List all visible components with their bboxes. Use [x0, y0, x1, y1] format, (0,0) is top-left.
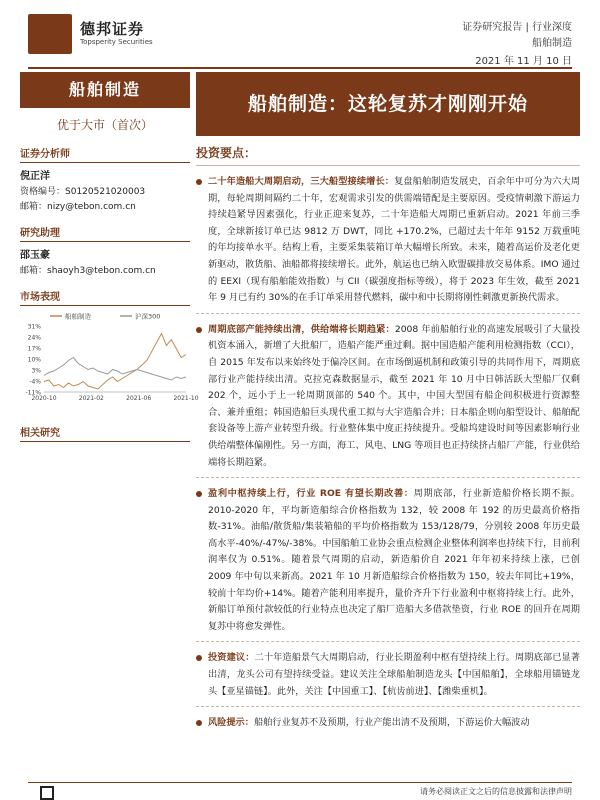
x-tick-label: 2021-02 [78, 395, 104, 402]
report-date: 2021 年 11 月 10 日 [475, 56, 572, 67]
divider [196, 313, 580, 314]
analyst-cert: 资格编号：S0120521020003 [20, 187, 146, 197]
y-tick-label: 10% [27, 356, 41, 364]
y-tick-label: -4% [29, 378, 41, 386]
market-chart-svg [20, 310, 199, 410]
qr-code-icon [40, 786, 54, 800]
assistant-name: 邵玉豪 [20, 250, 50, 261]
analyst-name: 倪正洋 [20, 171, 50, 182]
series-line [44, 358, 186, 381]
bullet-cycle [196, 174, 580, 307]
report-type: 证券研究报告 | 行业深度 [462, 22, 572, 33]
divider [196, 706, 580, 707]
report-meta [462, 20, 572, 52]
market-chart [20, 310, 199, 410]
series-line [44, 334, 186, 390]
analyst-heading: 证券分析师 [20, 145, 190, 163]
bullet-profit [196, 486, 580, 635]
y-tick-label: 31% [27, 323, 41, 331]
assistant-heading: 研究助理 [20, 224, 190, 242]
divider [196, 477, 580, 478]
market-heading: 市场表现 [20, 288, 190, 306]
bullet-risk [196, 715, 580, 732]
legend-label: 船舶制造 [65, 312, 91, 321]
footer-divider [28, 782, 572, 783]
bullet-body: 二十年造船景气大周期启动，行业长期盈利中枢有望持续上行。周期底部已显著出清，龙头公司有望持续受益。建议关注全球船舶制造龙头【中国船舶】，全球船用锚链龙头【亚星锚链】。此外，关注【中国重工】、【杭齿前进】、【潍柴重机】。 [208, 652, 580, 697]
report-sector: 船舶制造 [532, 38, 572, 49]
y-tick-label: 3% [31, 367, 41, 375]
bullet-head: 盈利中枢持续上行，行业 ROE 有望长期改善： [208, 488, 414, 500]
y-tick-label: 24% [27, 334, 41, 342]
bullet-head: 周期底部产能持续出清，供给端将长期趋紧： [208, 323, 395, 335]
x-tick-label: 2020-10 [31, 395, 57, 402]
x-tick-label: 2021-06 [126, 395, 152, 402]
brand-name-en: Topsperity Securities [80, 38, 153, 46]
key-points-heading: 投资要点： [196, 144, 580, 166]
assistant-email[interactable]: 邮箱：shaoyh3@tebon.com.cn [20, 266, 156, 276]
bullet-head: 风险提示： [208, 717, 254, 729]
brand-logo [28, 14, 188, 54]
industry-label: 船舶制造 [20, 72, 190, 108]
related-heading: 相关研究 [20, 424, 190, 442]
bullet-advice [196, 650, 580, 700]
bullet-body: 周期底部，行业新造船价格长期不振。2010-2020 年，平均新造船综合价格指数为 132，较 2008 年 192 的历史最高价格指数-31%。油船/散货船/集装箱船的平均价格指数为 153/128/79，分别较 2008 年历史最高水平-40%/-47%/-38%。中国船舶工业协会重点检测企业整体利润率也持续下行，目前利润率仅为 0.51%。随着景气周期的启动，新造船价自 2021 年年初来持续上涨，已创 2009 年中旬以来新高。2021 年 10 月新造船综合价格指数为 150，较去年同比+19%，较前十年均价+14%。随着产能利用率提升，量价齐升下行业盈利中枢将持续上行。此外，新船订单预付款较低的行业特点也决定了船厂造船大多借款垫资，行业 ROE 的回升在周期复苏中将愈发弹性。 [208, 488, 580, 632]
bullet-head: 二十年造船大周期启动，三大船型接续增长： [208, 176, 395, 187]
footer-disclaimer: 请务必阅读正文之后的信息披露和法律声明 [420, 787, 572, 796]
y-tick-label: 17% [27, 345, 41, 353]
bullet-body: 船舶行业复苏不及预期，行业产能出清不及预期，下游运价大幅波动 [253, 717, 530, 729]
header-divider [28, 67, 572, 69]
sidebar [20, 72, 199, 442]
analyst-email[interactable]: 邮箱：nizy@tebon.com.cn [20, 202, 136, 212]
divider [196, 641, 580, 642]
brand-mark-icon [28, 14, 72, 54]
rating: 优于大市（首次） [56, 118, 153, 132]
report-title: 船舶制造：这轮复苏才刚刚开始 [196, 72, 580, 136]
x-tick-label: 2021-10 [173, 395, 199, 402]
main-content [196, 72, 580, 732]
bullet-body: 复盘船舶制造发展史，百余年中可分为六大周期，每轮周期间隔约二十年，宏观需求引发的供需端错配是主要原因。受疫情刺激下游运力持续趋紧导因素强化，行业正迎来复苏，二十年造船大周期已重新启动。2021 年前三季度，全球新接订单已达 9812 万 DWT，同比 +170.2%，已超过去十年年 9152 万载重吨的年均接单水平。结构上看，主要采集装箱订单大幅增长所致。未来，随着高运价及老化更新驱动，散货船、油船都将接续增长。此外，航运也已纳入欧盟碳排放交易体系。IMO 通过的 EEXI（现有船舶能效指数）与 CII（碳强度指标等级），将于 2023 年生效，截至 2021 年 9 月已有约 30%的在手订单采用替代燃料，碳中和中长期将刚性刺激更新换代需求。 [208, 176, 581, 304]
bullet-head: 投资建议： [208, 652, 255, 664]
legend-label: 沪深300 [135, 312, 161, 321]
bullet-body: 2008 年前船舶行业的高速发展吸引了大量投机资本涌入，新增了大批船厂，造船产能严重过剩。据中国造船产能利用检测指数（CCI），自 2015 年发布以来始终处于偏冷区间。在市场倒逼机制和政策引导的共同作用下，周期底部行业产能持续出清。克拉克森数据显示，截至 2021 年 10 月中日韩活跃大型船厂仅剩 202 个，远小于上一轮周期顶部的 540 个。其中，中国大型国有船企间积极进行资源整合、兼并重组；韩国造船巨头现代重工拟与大宇造船合并；日本船企则向船型设计、船舶配套设备等上游产业转型升级。行业整体集中度正持续提升。受船坞建设时间等因素影响行业供给端整体偏刚性。另一方面，海工、风电、LNG 等项目也正持续挤占船厂产能，行业供给端将长期趋紧。 [208, 323, 580, 468]
bullet-supply [196, 322, 580, 471]
brand-name: 德邦证券 [80, 20, 145, 38]
y-tick-label: -11% [25, 389, 41, 397]
